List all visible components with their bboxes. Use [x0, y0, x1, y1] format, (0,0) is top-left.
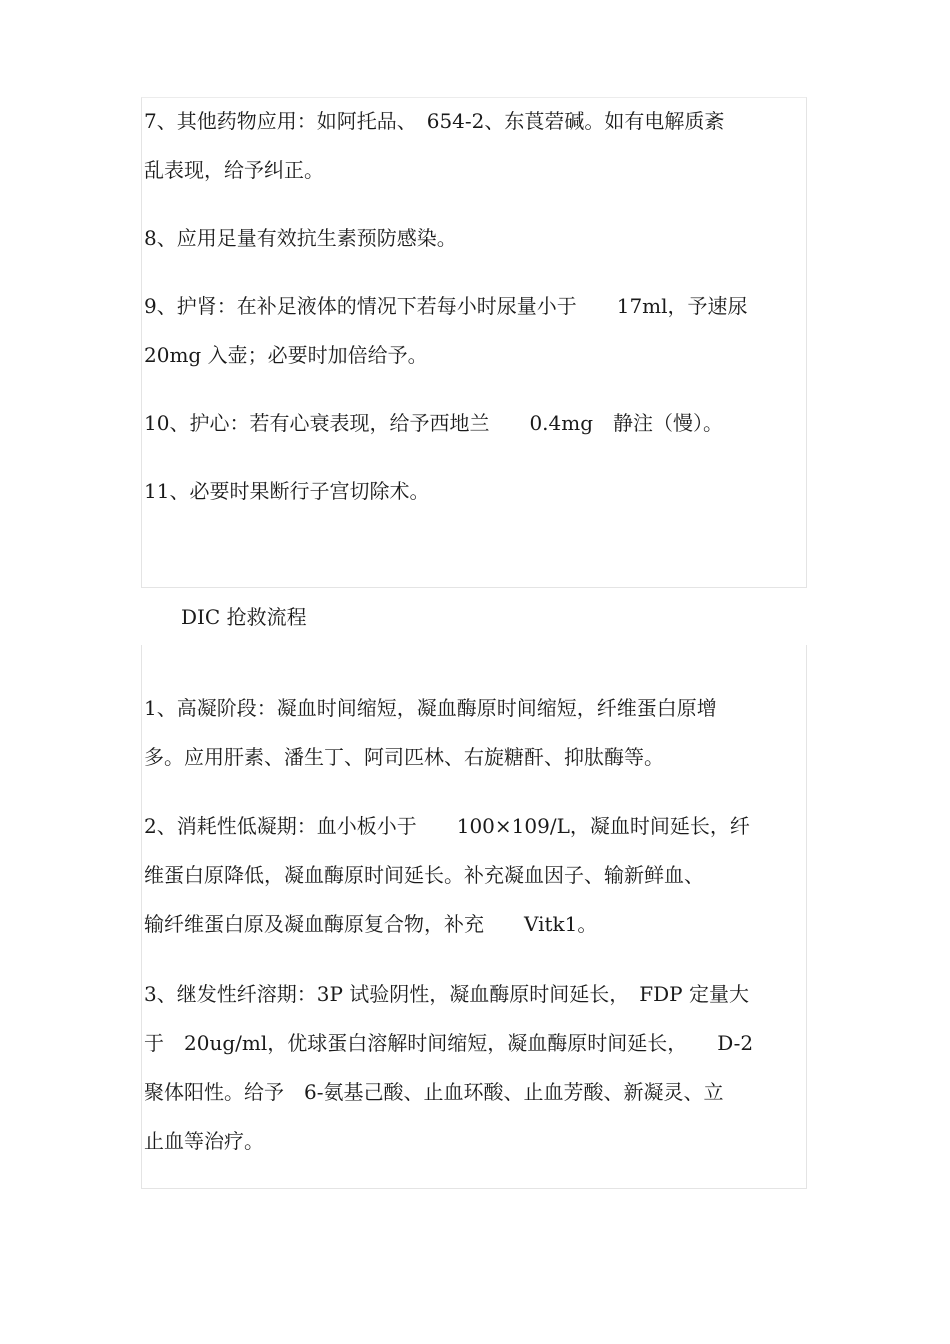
text-line: 9、护肾：在补足液体的情况下若每小时尿量小于 17ml，予速尿: [144, 294, 748, 318]
text-line: 维蛋白原降低，凝血酶原时间延长。补充凝血因子、输新鲜血、: [144, 863, 704, 887]
paragraph-item-11: [144, 467, 808, 516]
paragraph-item-1: [144, 684, 808, 782]
text-line: 1、高凝阶段：凝血时间缩短，凝血酶原时间缩短，纤维蛋白原增: [144, 696, 717, 720]
text-line: 多。应用肝素、潘生丁、阿司匹林、右旋糖酐、抑肽酶等。: [144, 745, 664, 769]
paragraph-item-10: [144, 399, 808, 448]
text-line: 11、必要时果断行子宫切除术。: [144, 479, 430, 503]
paragraph-item-3: [144, 970, 808, 1166]
text-line: 10、护心：若有心衰表现，给予西地兰 0.4mg 静注（慢）。: [144, 411, 724, 435]
text-line: 聚体阳性。给予 6-氨基己酸、止血环酸、止血芳酸、新凝灵、立: [144, 1080, 724, 1104]
text-line: 2、消耗性低凝期：血小板小于 100×109/L，凝血时间延长，纤: [144, 814, 750, 838]
text-line: 止血等治疗。: [144, 1129, 264, 1153]
paragraph-item-9: [144, 282, 808, 380]
text-line: 20mg 入壶；必要时加倍给予。: [144, 343, 428, 367]
text-line: 输纤维蛋白原及凝血酶原复合物，补充 Vitk1。: [144, 912, 598, 936]
text-line: 7、其他药物应用：如阿托品、 654-2、东莨菪碱。如有电解质紊: [144, 109, 725, 133]
paragraph-item-8: [144, 214, 808, 263]
section-heading-dic: DIC 抢救流程: [181, 605, 307, 629]
paragraph-item-2: [144, 802, 808, 949]
paragraph-item-7: [144, 97, 808, 195]
text-line: 于 20ug/ml，优球蛋白溶解时间缩短，凝血酶原时间延长， D-2: [144, 1031, 754, 1055]
text-line: 乱表现，给予纠正。: [144, 158, 324, 182]
text-line: 3、继发性纤溶期：3P 试验阴性，凝血酶原时间延长， FDP 定量大: [144, 982, 749, 1006]
text-line: 8、应用足量有效抗生素预防感染。: [144, 226, 457, 250]
